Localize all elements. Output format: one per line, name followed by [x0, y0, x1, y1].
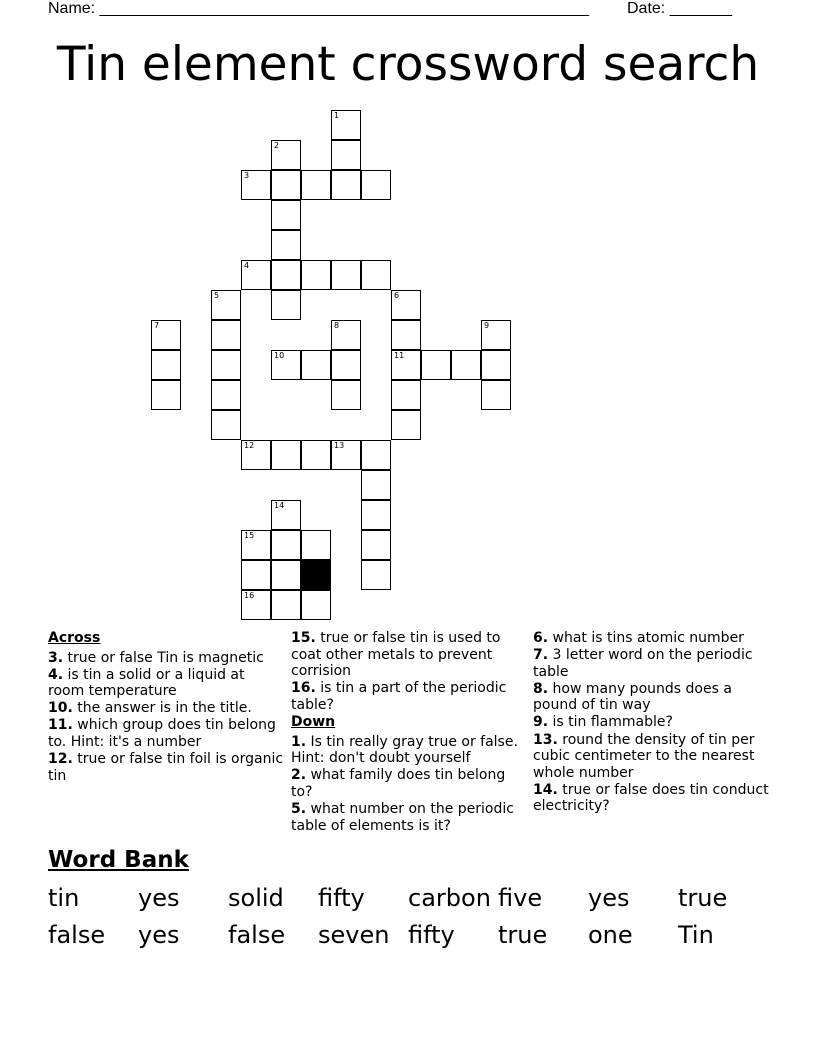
crossword-cell[interactable]: [331, 320, 361, 350]
crossword-cell[interactable]: [361, 260, 391, 290]
crossword-cell[interactable]: [481, 380, 511, 410]
down-clue: 14. true or false does tin conduct electricity?: [533, 781, 769, 815]
crossword-cell[interactable]: [331, 440, 361, 470]
crossword-cell[interactable]: [331, 260, 361, 290]
word-bank: [48, 880, 808, 954]
down-clue: 2. what family does tin belong to?: [291, 767, 506, 800]
crossword-cell[interactable]: [391, 320, 421, 350]
crossword-cell[interactable]: [241, 170, 271, 200]
word-bank-word: solid: [228, 884, 284, 912]
crossword-cell[interactable]: [331, 170, 361, 200]
word-bank-word: false: [48, 921, 106, 949]
down-clue: 6. what is tins atomic number: [533, 630, 744, 646]
crossword-cell[interactable]: [151, 350, 181, 380]
clue-number: 12: [244, 441, 255, 450]
clue-number: 8: [334, 321, 340, 330]
clue-number: 13: [334, 441, 345, 450]
clue-number: 16: [244, 591, 255, 600]
crossword-cell[interactable]: [271, 530, 301, 560]
clue-number: 11: [394, 351, 405, 360]
crossword-cell[interactable]: [271, 260, 301, 290]
crossword-cell[interactable]: [211, 350, 241, 380]
crossword-cell[interactable]: [241, 560, 271, 590]
crossword-cell[interactable]: [211, 320, 241, 350]
clue-number: 4: [244, 261, 250, 270]
across-clue: 4. is tin a solid or a liquid at room temperature: [48, 666, 245, 700]
crossword-cell[interactable]: [271, 200, 301, 230]
clue-number: 15: [244, 531, 255, 540]
across-clue: 3. true or false Tin is magnetic: [48, 649, 264, 666]
crossword-cell[interactable]: [391, 290, 421, 320]
crossword-cell[interactable]: [271, 170, 301, 200]
crossword-cell[interactable]: [241, 260, 271, 290]
crossword-cell[interactable]: [391, 380, 421, 410]
crossword-cell[interactable]: [271, 440, 301, 470]
word-bank-word: yes: [138, 921, 180, 949]
clue-number: 7: [154, 321, 160, 330]
crossword-cell[interactable]: [151, 380, 181, 410]
crossword-cell[interactable]: [241, 590, 271, 620]
crossword-cell[interactable]: [271, 140, 301, 170]
crossword-cell[interactable]: [391, 410, 421, 440]
across-clue: 11. which group does tin belong to. Hint: it's a number: [48, 717, 276, 751]
crossword-cell[interactable]: [361, 500, 391, 530]
word-bank-word: false: [228, 921, 286, 949]
crossword-cell[interactable]: [271, 350, 301, 380]
word-bank-word: yes: [138, 884, 180, 912]
word-bank-word: true: [498, 921, 548, 949]
crossword-cell[interactable]: [391, 350, 421, 380]
clue-number: 14: [274, 501, 285, 510]
word-bank-title: Word Bank: [48, 847, 189, 873]
across-clue: 12. true or false tin foil is organic tin: [48, 751, 284, 784]
crossword-cell[interactable]: [361, 470, 391, 500]
clue-number: 2: [274, 141, 280, 150]
crossword-cell[interactable]: [331, 140, 361, 170]
date-field: Date: _______: [627, 0, 732, 17]
crossword-cell[interactable]: [361, 170, 391, 200]
crossword-cell[interactable]: [241, 440, 271, 470]
crossword-cell[interactable]: [421, 350, 451, 380]
crossword-cell[interactable]: [271, 500, 301, 530]
word-bank-word: tin: [48, 884, 80, 912]
crossword-cell[interactable]: [481, 320, 511, 350]
clues-column-3: [533, 630, 769, 816]
word-bank-word: carbon: [408, 884, 491, 912]
clue-number: 9: [484, 321, 490, 330]
word-bank-word: true: [678, 884, 728, 912]
crossword-cell[interactable]: [241, 530, 271, 560]
crossword-cell[interactable]: [271, 230, 301, 260]
crossword-cell[interactable]: [271, 290, 301, 320]
crossword-cell[interactable]: [301, 530, 331, 560]
page-title: Tin element crossword search: [56, 37, 760, 92]
word-bank-word: yes: [588, 884, 630, 912]
word-bank-word: Tin: [678, 921, 714, 949]
clue-number: 5: [214, 291, 220, 300]
crossword-cell[interactable]: [481, 350, 511, 380]
crossword-cell[interactable]: [211, 410, 241, 440]
word-bank-word: fifty: [408, 921, 455, 949]
crossword-block: [301, 560, 331, 590]
down-clue: 5. what number on the periodic table of elements is it?: [291, 800, 514, 834]
crossword-cell[interactable]: [211, 380, 241, 410]
crossword-cell[interactable]: [151, 320, 181, 350]
crossword-cell[interactable]: [331, 110, 361, 140]
word-bank-word: one: [588, 921, 633, 949]
word-bank-word: five: [498, 884, 543, 912]
clues-column-2: [291, 630, 527, 835]
clue-number: 1: [334, 111, 340, 120]
down-clue: 9. is tin flammable?: [533, 714, 673, 731]
word-bank-row: [48, 880, 808, 917]
clue-number: 10: [274, 351, 285, 360]
across-heading: Across: [48, 630, 101, 646]
crossword-cell[interactable]: [331, 350, 361, 380]
clue-number: 6: [394, 291, 400, 300]
down-clue: 13. round the density of tin per cubic centimeter to the nearest whole number: [533, 731, 755, 781]
clues-column-1: [48, 630, 284, 785]
crossword-cell[interactable]: [301, 440, 331, 470]
crossword-cell[interactable]: [271, 590, 301, 620]
crossword-cell[interactable]: [361, 440, 391, 470]
crossword-cell[interactable]: [301, 170, 331, 200]
crossword-cell[interactable]: [301, 260, 331, 290]
down-clue: 8. how many pounds does a pound of tin way: [533, 680, 732, 714]
word-bank-word: fifty: [318, 884, 365, 912]
crossword-cell[interactable]: [211, 290, 241, 320]
across-clue: 15. true or false tin is used to coat other metals to prevent corrision: [291, 630, 501, 680]
down-clue: 1. Is tin really gray true or false. Hint: don't doubt yourself: [291, 733, 518, 767]
across-clue: 16. is tin a part of the periodic table?: [291, 680, 507, 713]
crossword-cell[interactable]: [361, 530, 391, 560]
name-field: Name: _______________________________________________________: [48, 0, 589, 17]
down-clue: 7. 3 letter word on the periodic table: [533, 647, 753, 680]
crossword-cell[interactable]: [451, 350, 481, 380]
crossword-cell[interactable]: [331, 380, 361, 410]
clue-number: 3: [244, 171, 250, 180]
word-bank-row: [48, 917, 808, 954]
crossword-cell[interactable]: [361, 560, 391, 590]
down-heading: Down: [291, 713, 336, 730]
across-clue: 10. the answer is in the title.: [48, 700, 252, 717]
word-bank-word: seven: [318, 921, 390, 949]
crossword-cell[interactable]: [301, 590, 331, 620]
crossword-cell[interactable]: [271, 560, 301, 590]
crossword-cell[interactable]: [301, 350, 331, 380]
